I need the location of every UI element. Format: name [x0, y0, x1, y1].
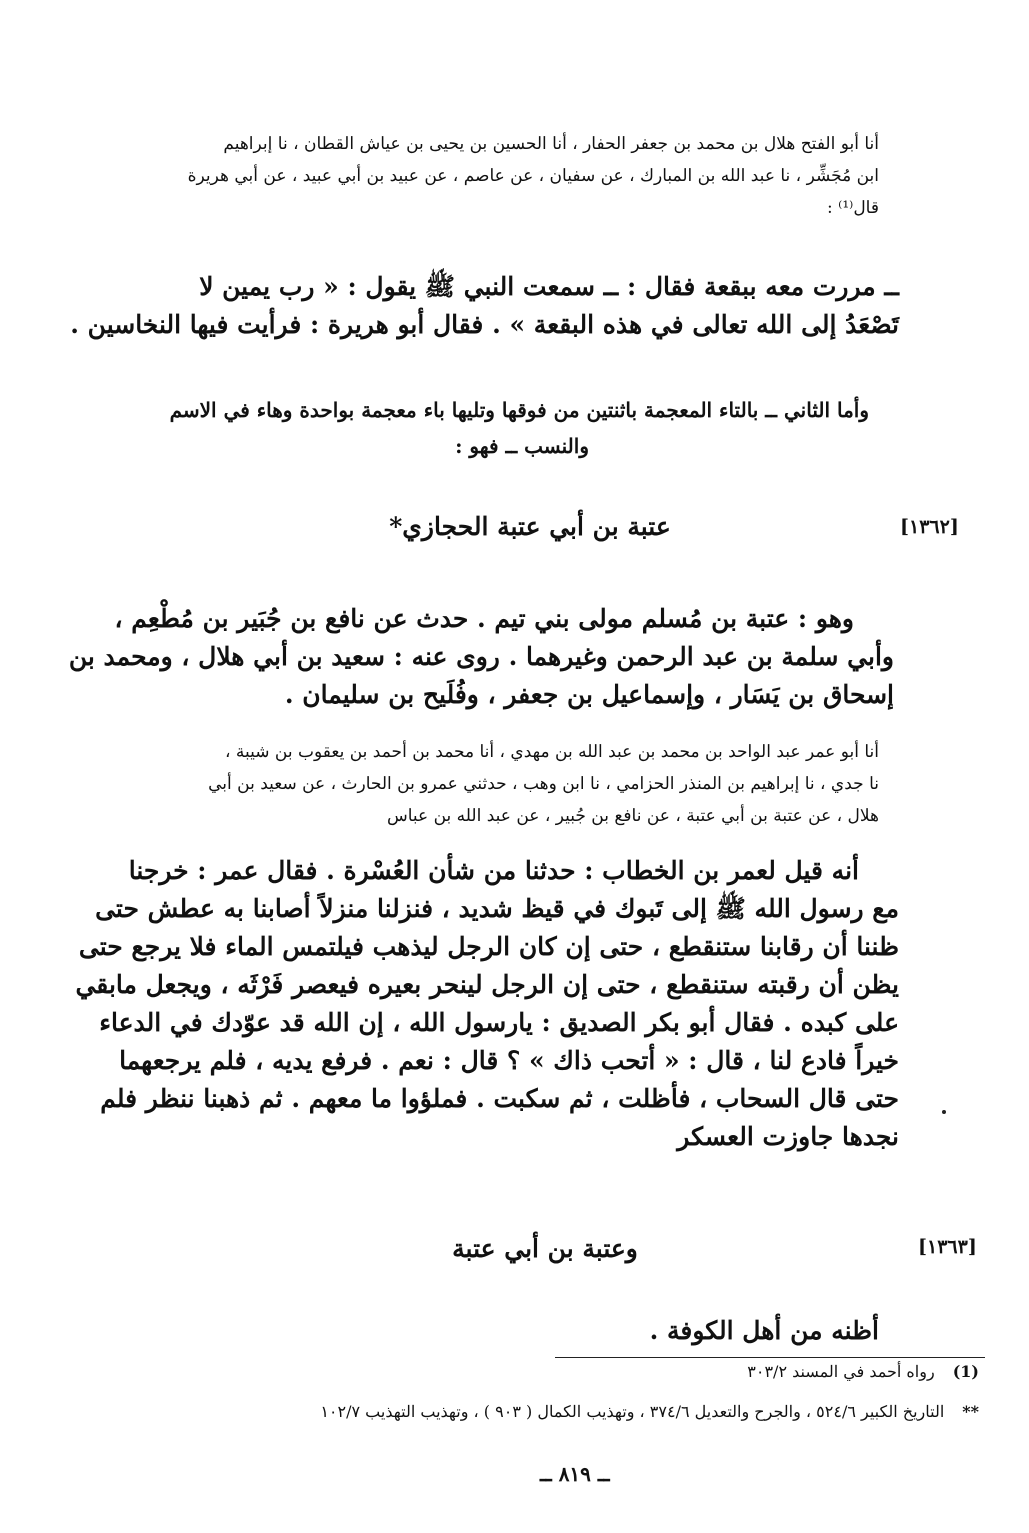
text-line: تَصْعَدُ إلى الله تعالى في هذه البقعة » . فقال أبو هريرة : فرأيت فيها النخاسين . — [70, 310, 899, 339]
entry-title: وعتبة بن أبي عتبة — [452, 1234, 638, 1263]
page-number: ــ ٨١٩ ــ — [540, 1462, 610, 1486]
scan-dot — [942, 1110, 946, 1114]
text-line: وأبي سلمة بن عبد الرحمن وغيرهما . روى عنه : سعيد بن أبي هلال ، ومحمد بن — [68, 642, 894, 671]
biography-paragraph — [68, 600, 894, 714]
text-line: أنا أبو الفتح هلال بن محمد بن جعفر الحفار ، أنا الحسين بن يحيى بن عياش القطان ، نا إبراهيم — [223, 134, 879, 154]
footnote-mark: (1) — [952, 1362, 979, 1381]
text-line: قال⁽¹⁾ : — [827, 198, 879, 218]
text-line: ــ مررت معه ببقعة فقال : ــ سمعت النبي ﷺ يقول : « رب يمين لا — [199, 272, 899, 301]
text-line: حتى قال السحاب ، فأظلت ، ثم سكبت . فملؤوا ما معهم . ثم ذهبنا ننظر فلم — [100, 1084, 899, 1113]
isnad-paragraph — [159, 736, 879, 832]
text-line: يظن أن رقبته ستنقطع ، حتى إن الرجل لينحر بعيره فيعصر فَرْثَه ، ويجعل مابقي — [75, 970, 899, 999]
footnote — [320, 1402, 979, 1421]
text-line: ظننا أن رقابنا ستنقطع ، حتى إن كان الرجل ليذهب فيلتمس الماء فلا يرجع حتى — [78, 932, 899, 961]
isnad-paragraph — [159, 128, 879, 224]
footnote — [747, 1362, 979, 1381]
text-line: أنه قيل لعمر بن الخطاب : حدثنا من شأن العُسْرة . فقال عمر : خرجنا — [128, 856, 859, 885]
entry-number: [١٣٦٢] — [900, 516, 959, 538]
text-line: هلال ، عن عتبة بن أبي عتبة ، عن نافع بن جُبير ، عن عبد الله بن عباس — [387, 806, 879, 826]
entry-text — [159, 1312, 879, 1350]
text-line: مع رسول الله ﷺ إلى تَبوك في قيظ شديد ، فنزلنا منزلاً أصابنا به عطش حتى — [95, 894, 899, 923]
text-line: وهو : عتبة بن مُسلم مولى بني تيم . حدث عن نافع بن جُبَير بن مُطْعِم ، — [114, 604, 854, 633]
footnote-divider — [555, 1357, 985, 1358]
footnote-text: رواه أحمد في المسند ٣٠٣/٢ — [747, 1362, 935, 1381]
text-line: على كبده . فقال أبو بكر الصديق : يارسول الله ، إن الله قد عوّدك في الدعاء — [99, 1008, 899, 1037]
footnote-text: التاريخ الكبير ٥٢٤/٦ ، والجرح والتعديل ٣٧٤/٦ ، وتهذيب الكمال ( ٩٠٣ ) ، وتهذيب التهذيب ١٠٢/٧ — [320, 1402, 945, 1421]
entry-title: عتبة بن أبي عتبة الحجازي* — [389, 512, 671, 541]
text-line: والنسب ــ فهو : — [455, 434, 589, 458]
section-intro — [149, 392, 869, 464]
text-line: أنا أبو عمر عبد الواحد بن محمد بن عبد الله بن مهدي ، أنا محمد بن أحمد بن يعقوب بن شيبة ، — [225, 742, 879, 762]
entry-number: [١٣٦٣] — [918, 1236, 977, 1258]
text-line: نجدها جاوزت العسكر — [677, 1122, 899, 1151]
hadith-paragraph — [75, 852, 899, 1156]
text-line: ابن مُجَشِّر ، نا عبد الله بن المبارك ، عن سفيان ، عن عاصم ، عن عبيد بن أبي عبيد ، عن أبي هريرة — [187, 166, 879, 186]
text-line: إسحاق بن يَسَار ، وإسماعيل بن جعفر ، وفُلَيح بن سليمان . — [284, 680, 894, 709]
footnote-mark: ** — [962, 1402, 979, 1421]
text-line: خيراً فادع لنا ، قال : « أتحب ذاك » ؟ قال : نعم . فرفع يديه ، فلم يرجعهما — [119, 1046, 899, 1075]
hadith-paragraph — [70, 268, 899, 344]
text-line: نا جدي ، نا إبراهيم بن المنذر الحزامي ، نا ابن وهب ، حدثني عمرو بن الحارث ، عن سعيد بن أبي — [208, 774, 879, 794]
text-line: أظنه من أهل الكوفة . — [649, 1316, 879, 1345]
text-line: وأما الثاني ــ بالتاء المعجمة باثنتين من فوقها وتليها باء معجمة بواحدة وهاء في الاسم — [169, 398, 869, 422]
